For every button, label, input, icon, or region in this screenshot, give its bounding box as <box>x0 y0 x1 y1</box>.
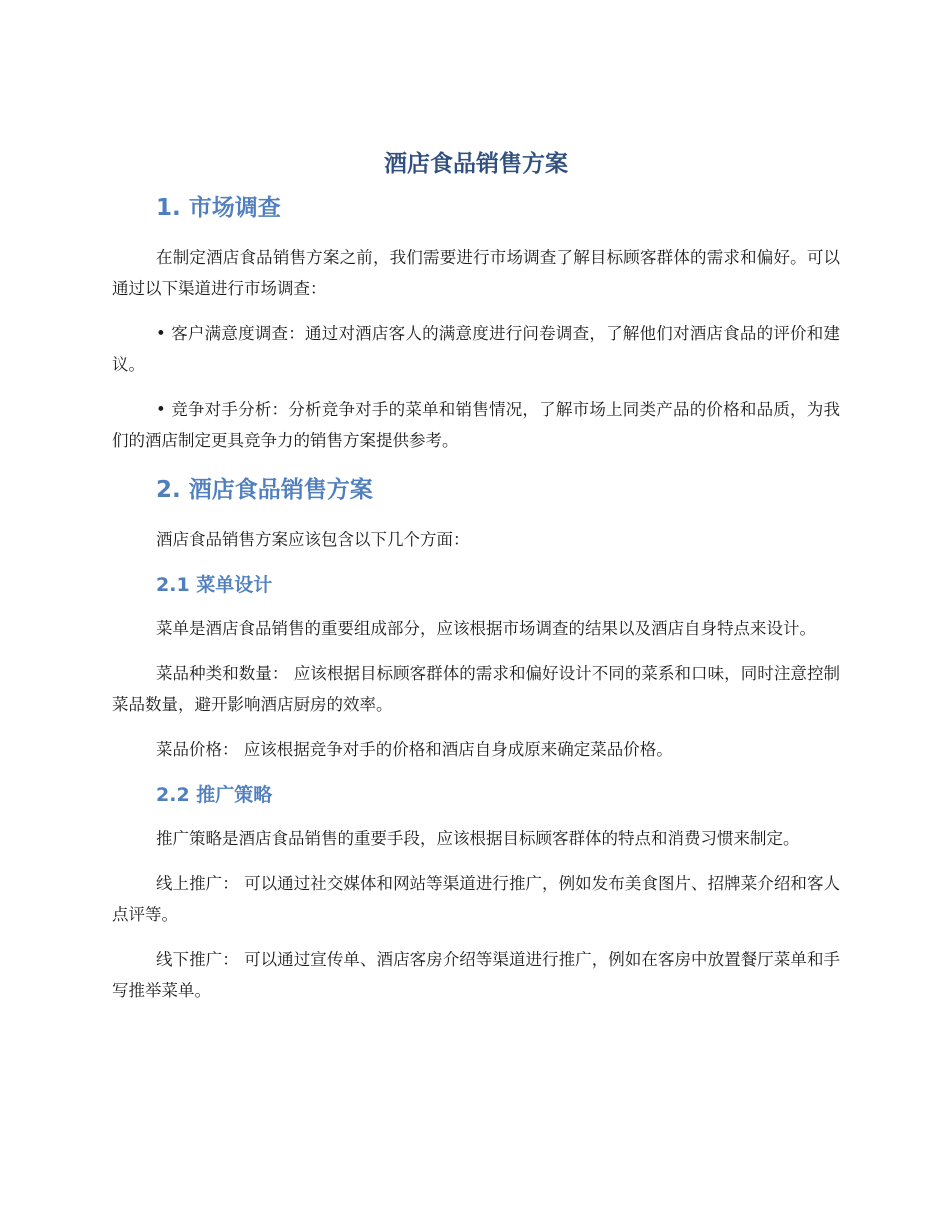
paragraph: 在制定酒店食品销售方案之前，我们需要进行市场调查了解目标顾客群体的需求和偏好。可以通过以下渠道进行市场调查： <box>112 248 840 298</box>
paragraph: 线下推广： 可以通过宣传单、酒店客房介绍等渠道进行推广，例如在客房中放置餐厅菜单和手写推举菜单。 <box>112 950 840 1000</box>
document-content <box>112 140 840 1020</box>
paragraph: 菜单是酒店食品销售的重要组成部分，应该根据市场调查的结果以及酒店自身特点来设计。 <box>156 619 816 638</box>
paragraph: 推广策略是酒店食品销售的重要手段，应该根据目标顾客群体的特点和消费习惯来制定。 <box>156 829 800 848</box>
bullet-paragraph: • 客户满意度调查：通过对酒店客人的满意度进行问卷调查，了解他们对酒店食品的评价和建议。 <box>112 324 840 374</box>
paragraph: 菜品价格： 应该根据竞争对手的价格和酒店自身成原来确定菜品价格。 <box>156 740 673 759</box>
subsection-heading-menu-design: 2.1 菜单设计 <box>156 574 273 596</box>
section-heading-sales-plan: 2. 酒店食品销售方案 <box>156 477 373 503</box>
paragraph: 酒店食品销售方案应该包含以下几个方面： <box>156 530 470 549</box>
bullet-paragraph: • 竞争对手分析：分析竞争对手的菜单和销售情况，了解市场上同类产品的价格和品质，为我们的酒店制定更具竞争力的销售方案提供参考。 <box>112 400 840 450</box>
subsection-heading-promotion: 2.2 推广策略 <box>156 784 273 806</box>
paragraph: 菜品种类和数量： 应该根据目标顾客群体的需求和偏好设计不同的菜系和口味，同时注意控制菜品数量，避开影响酒店厨房的效率。 <box>112 664 840 714</box>
section-heading-market-research: 1. 市场调查 <box>156 195 281 221</box>
document-title: 酒店食品销售方案 <box>384 151 568 177</box>
paragraph: 线上推广： 可以通过社交媒体和网站等渠道进行推广，例如发布美食图片、招牌菜介绍和客人点评等。 <box>112 874 840 924</box>
